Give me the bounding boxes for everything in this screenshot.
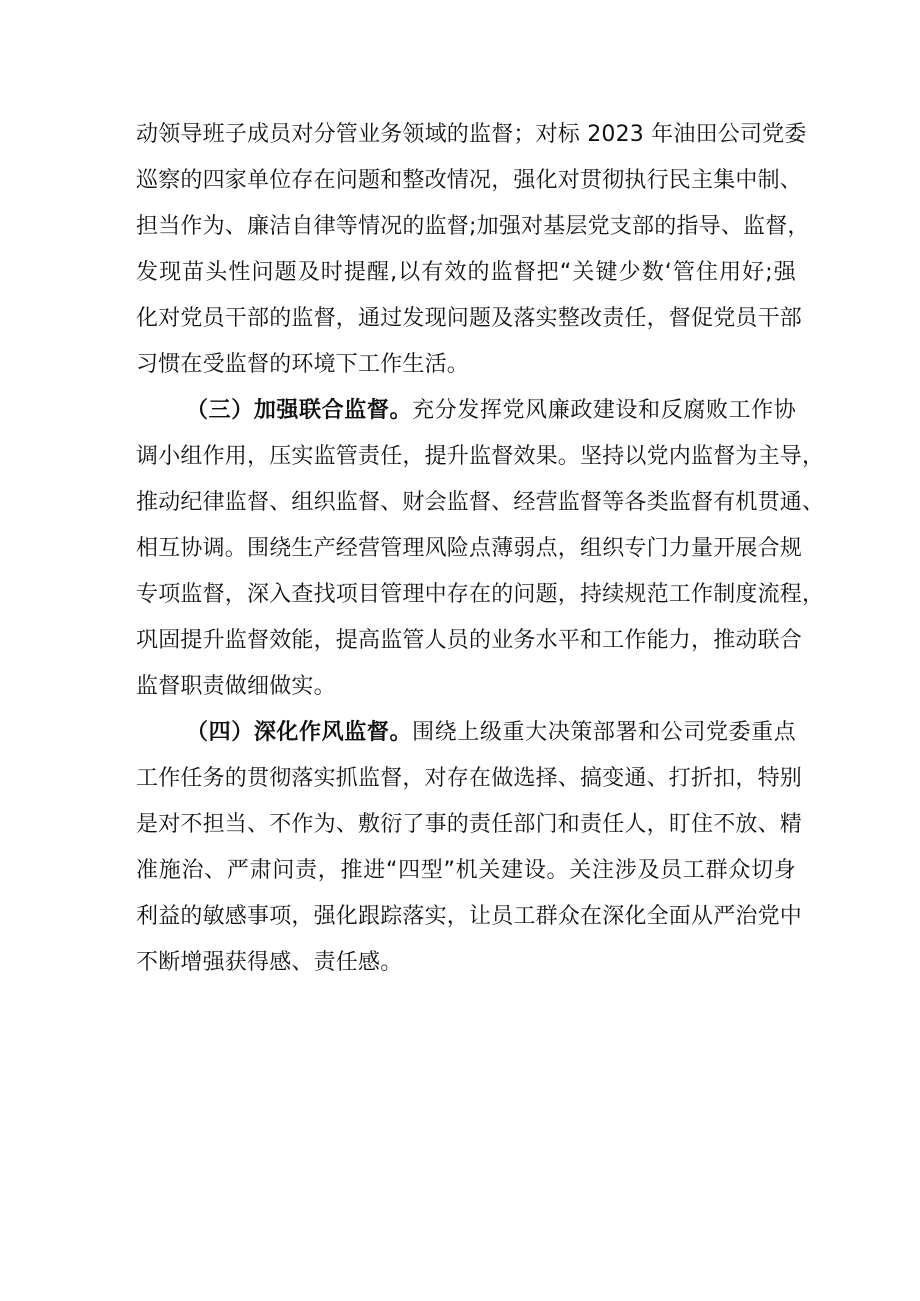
text-line: 利益的敏感事项，强化跟踪落实，让员工群众在深化全面从严治党中 <box>136 904 803 929</box>
text-line: 准施治、严肃问责，推进“四型”机关建设。关注涉及员工群众切身 <box>136 858 796 883</box>
paragraph-supervision-leaders <box>136 112 810 388</box>
section-heading-3: （三）加强联合监督。 <box>186 398 413 423</box>
section-heading-4: （四）深化作风监督。 <box>186 720 413 745</box>
text-line: 是对不担当、不作为、敷衍了事的责任部门和责任人，盯住不放、精 <box>136 812 803 837</box>
text-line: 巡察的四家单位存在问题和整改情况，强化对贯彻执行民主集中制、 <box>136 168 803 193</box>
document-body <box>136 112 825 986</box>
text-line: 习惯在受监督的环境下工作生活。 <box>136 352 470 377</box>
text-line: 不断增强获得感、责任感。 <box>136 950 403 975</box>
text-line: 相互协调。围绕生产经营管理风险点薄弱点，组织专门力量开展合规 <box>136 536 803 561</box>
text-line: 巩固提升监督效能，提高监管人员的业务水平和工作能力，推动联合 <box>136 628 803 653</box>
text-line: 发现苗头性问题及时提醒,以有效的监督把“关键少数‘管住用好;强 <box>136 260 796 285</box>
text-line: 化对党员干部的监督，通过发现问题及落实整改责任，督促党员干部 <box>136 306 803 331</box>
text-line: 工作任务的贯彻落实抓监督，对存在做选择、搞变通、打折扣，特别 <box>136 766 803 791</box>
text-line: 推动纪律监督、组织监督、财会监督、经营监督等各类监督有机贯通、 <box>136 490 825 515</box>
text-line-first <box>136 388 796 434</box>
text-line: 调小组作用，压实监管责任，提升监督效果。坚持以党内监督为主导， <box>136 444 825 469</box>
heading-continuation: 围绕上级重大决策部署和公司党委重点 <box>412 720 796 745</box>
text-line: 担当作为、廉洁自律等情况的监督;加强对基层党支部的指导、监督， <box>136 214 810 239</box>
heading-continuation: 充分发挥党风廉政建设和反腐败工作协 <box>412 398 796 423</box>
text-line: 专项监督，深入查找项目管理中存在的问题，持续规范工作制度流程， <box>136 582 825 607</box>
paragraph-style-supervision <box>136 710 803 986</box>
text-line-first <box>136 710 796 756</box>
text-line: 监督职责做细做实。 <box>136 674 336 699</box>
text-line: 动领导班子成员对分管业务领域的监督；对标 2023 年油田公司党委 <box>136 122 807 147</box>
paragraph-joint-supervision <box>136 388 825 710</box>
